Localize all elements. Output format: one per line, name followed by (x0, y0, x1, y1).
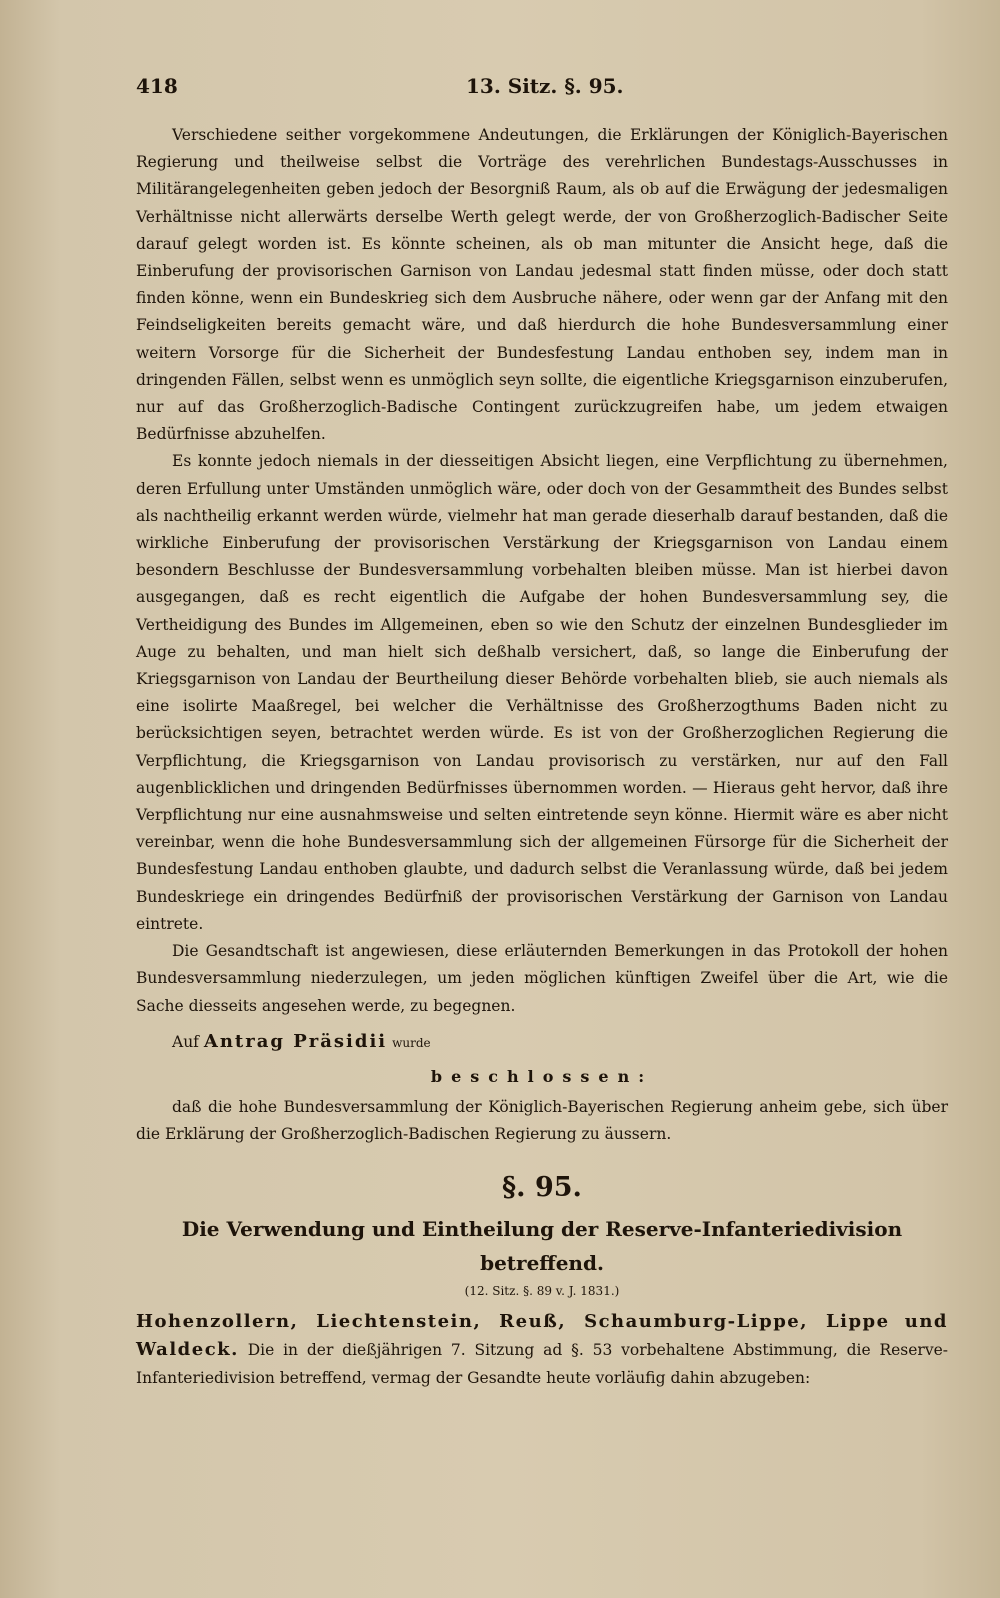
resolution-text: daß die hohe Bundesversammlung der Königlich-Bayerischen Regierung anheim gebe, sich über die Erklärung der Großherzoglich-Badischen Regierung zu äussern. (136, 1097, 948, 1144)
section-number: §. 95. (502, 1172, 582, 1204)
resolution-suffix: wurde (392, 1035, 431, 1050)
paragraph-2: Es konnte jedoch niemals in der diesseitigen Absicht liegen, eine Verpflichtung zu übernehmen, deren Erfullung unter Umständen unmöglich wäre, oder doch von der Gesammtheit des Bundes selbst als nachtheilig erkannt werden würde, vielmehr hat man gerade dieserhalb darauf bestanden, daß die wirkliche Einberufung der provisorischen Verstärkung der Kriegsgarnison von Landau einem besondern Beschlusse der Bundesversammlung vorbehalten bleiben müsse. Man ist hierbei davon ausgegangen, daß es recht eigentlich die Aufgabe der hohen Bundesversammlung sey, die Vertheidigung des Bundes im Allgemeinen, eben so wie den Schutz der einzelnen Bundesglieder im Auge zu behalten, und man hielt sich deßhalb versichert, daß, so lange die Einberufung der Kriegsgarnison von Landau der Beurtheilung dieser Behörde vorbehalten blieb, sie auch niemals als eine isolirte Maaßregel, bei welcher die Verhältnisse des Großherzogthums Baden nicht zu berücksichtigen seyen, betrachtet werden würde. Es ist von der Großherzoglichen Regierung die Verpflichtung, die Kriegsgarnison von Landau provisorisch zu verstärken, nur auf den Fall augenblicklichen und dringenden Bedürfnisses übernommen worden. — Hieraus geht hervor, daß ihre Verpflichtung nur eine ausnahmsweise und selten eintretende seyn könne. Hiermit wäre es aber nicht vereinbar, wenn die hohe Bundesversammlung sich der allgemeinen Fürsorge für die Sicherheit der Bundesfestung Landau enthoben glaubte, und dadurch selbst die Veranlassung würde, daß bei jedem Bundeskriege ein dringendes Bedürfniß der provisorischen Verstärkung der Garnison von Landau eintrete. (136, 452, 948, 933)
page-header (136, 74, 948, 108)
section-paragraph (136, 1308, 948, 1392)
resolution-prefix: Auf (172, 1032, 199, 1051)
section-reference: (12. Sitz. §. 89 v. J. 1831.) (464, 1284, 620, 1299)
section-title: Die Verwendung und Eintheilung der Reserve-Infanteriedivision betreffend. (181, 1217, 903, 1276)
section-states: Hohenzollern, Liechtenstein, Reuß, Schaumburg-Lippe, Lippe (136, 1311, 890, 1333)
paragraph-1: Verschiedene seither vorgekommene Andeutungen, die Erklärungen der Königlich-Bayerischen Regierung und theilweise selbst die Vorträge des verehrlichen Bundestags-Ausschusses in Militärangelegenheiten geben jedoch der Besorgniß Raum, als ob auf die Erwägung der jedesmaligen Verhältnisse nicht allerwärts derselbe Werth gelegt werde, der von Großherzoglich-Badischer Seite darauf gelegt worden ist. Es könnte scheinen, als ob man mitunter die Ansicht hege, daß die Einberufung der provisorischen Garnison von Landau jedesmal statt finden müsse, oder doch statt finden könne, wenn ein Bundeskrieg sich dem Ausbruche nähere, oder wenn gar der Anfang mit den Feindseligkeiten bereits gemacht wäre, und daß hierdurch die hohe Bundesversammlung einer weitern Vorsorge für die Sicherheit der Bundesfestung Landau enthoben sey, indem man in dringenden Fällen, selbst wenn es unmöglich seyn sollte, die eigentliche Kriegsgarnison einzuberufen, nur auf das Großherzoglich-Badische Contingent zurückzugreifen habe, um jedem etwaigen Bedürfnisse abzuhelfen. (136, 126, 948, 444)
running-head: 13. Sitz. §. 95. (466, 74, 624, 98)
paragraph-3: Die Gesandtschaft ist angewiesen, diese erläuternden Bemerkungen in das Protokoll der hohen Bundesversammlung niederzulegen, um jeden möglichen künftigen Zweifel über die Art, wie die Sache diesseits angesehen werde, zu begegnen. (136, 942, 948, 1015)
section-states-tail: und Waldeck. (136, 1311, 948, 1361)
resolution-intro (136, 1028, 948, 1057)
page-number: 418 (136, 74, 178, 98)
page-body (136, 122, 948, 1392)
resolution-motion: Antrag Präsidii (203, 1030, 388, 1052)
section-text: Die in der dießjährigen 7. Sitzung ad §. 53 vorbehaltene Abstimmung, die Reserve-Infanteriedivision betreffend, vermag der Gesandte heute vorläufig dahin abzugeben: (136, 1341, 948, 1388)
resolved-heading: beschlossen: (430, 1066, 654, 1086)
